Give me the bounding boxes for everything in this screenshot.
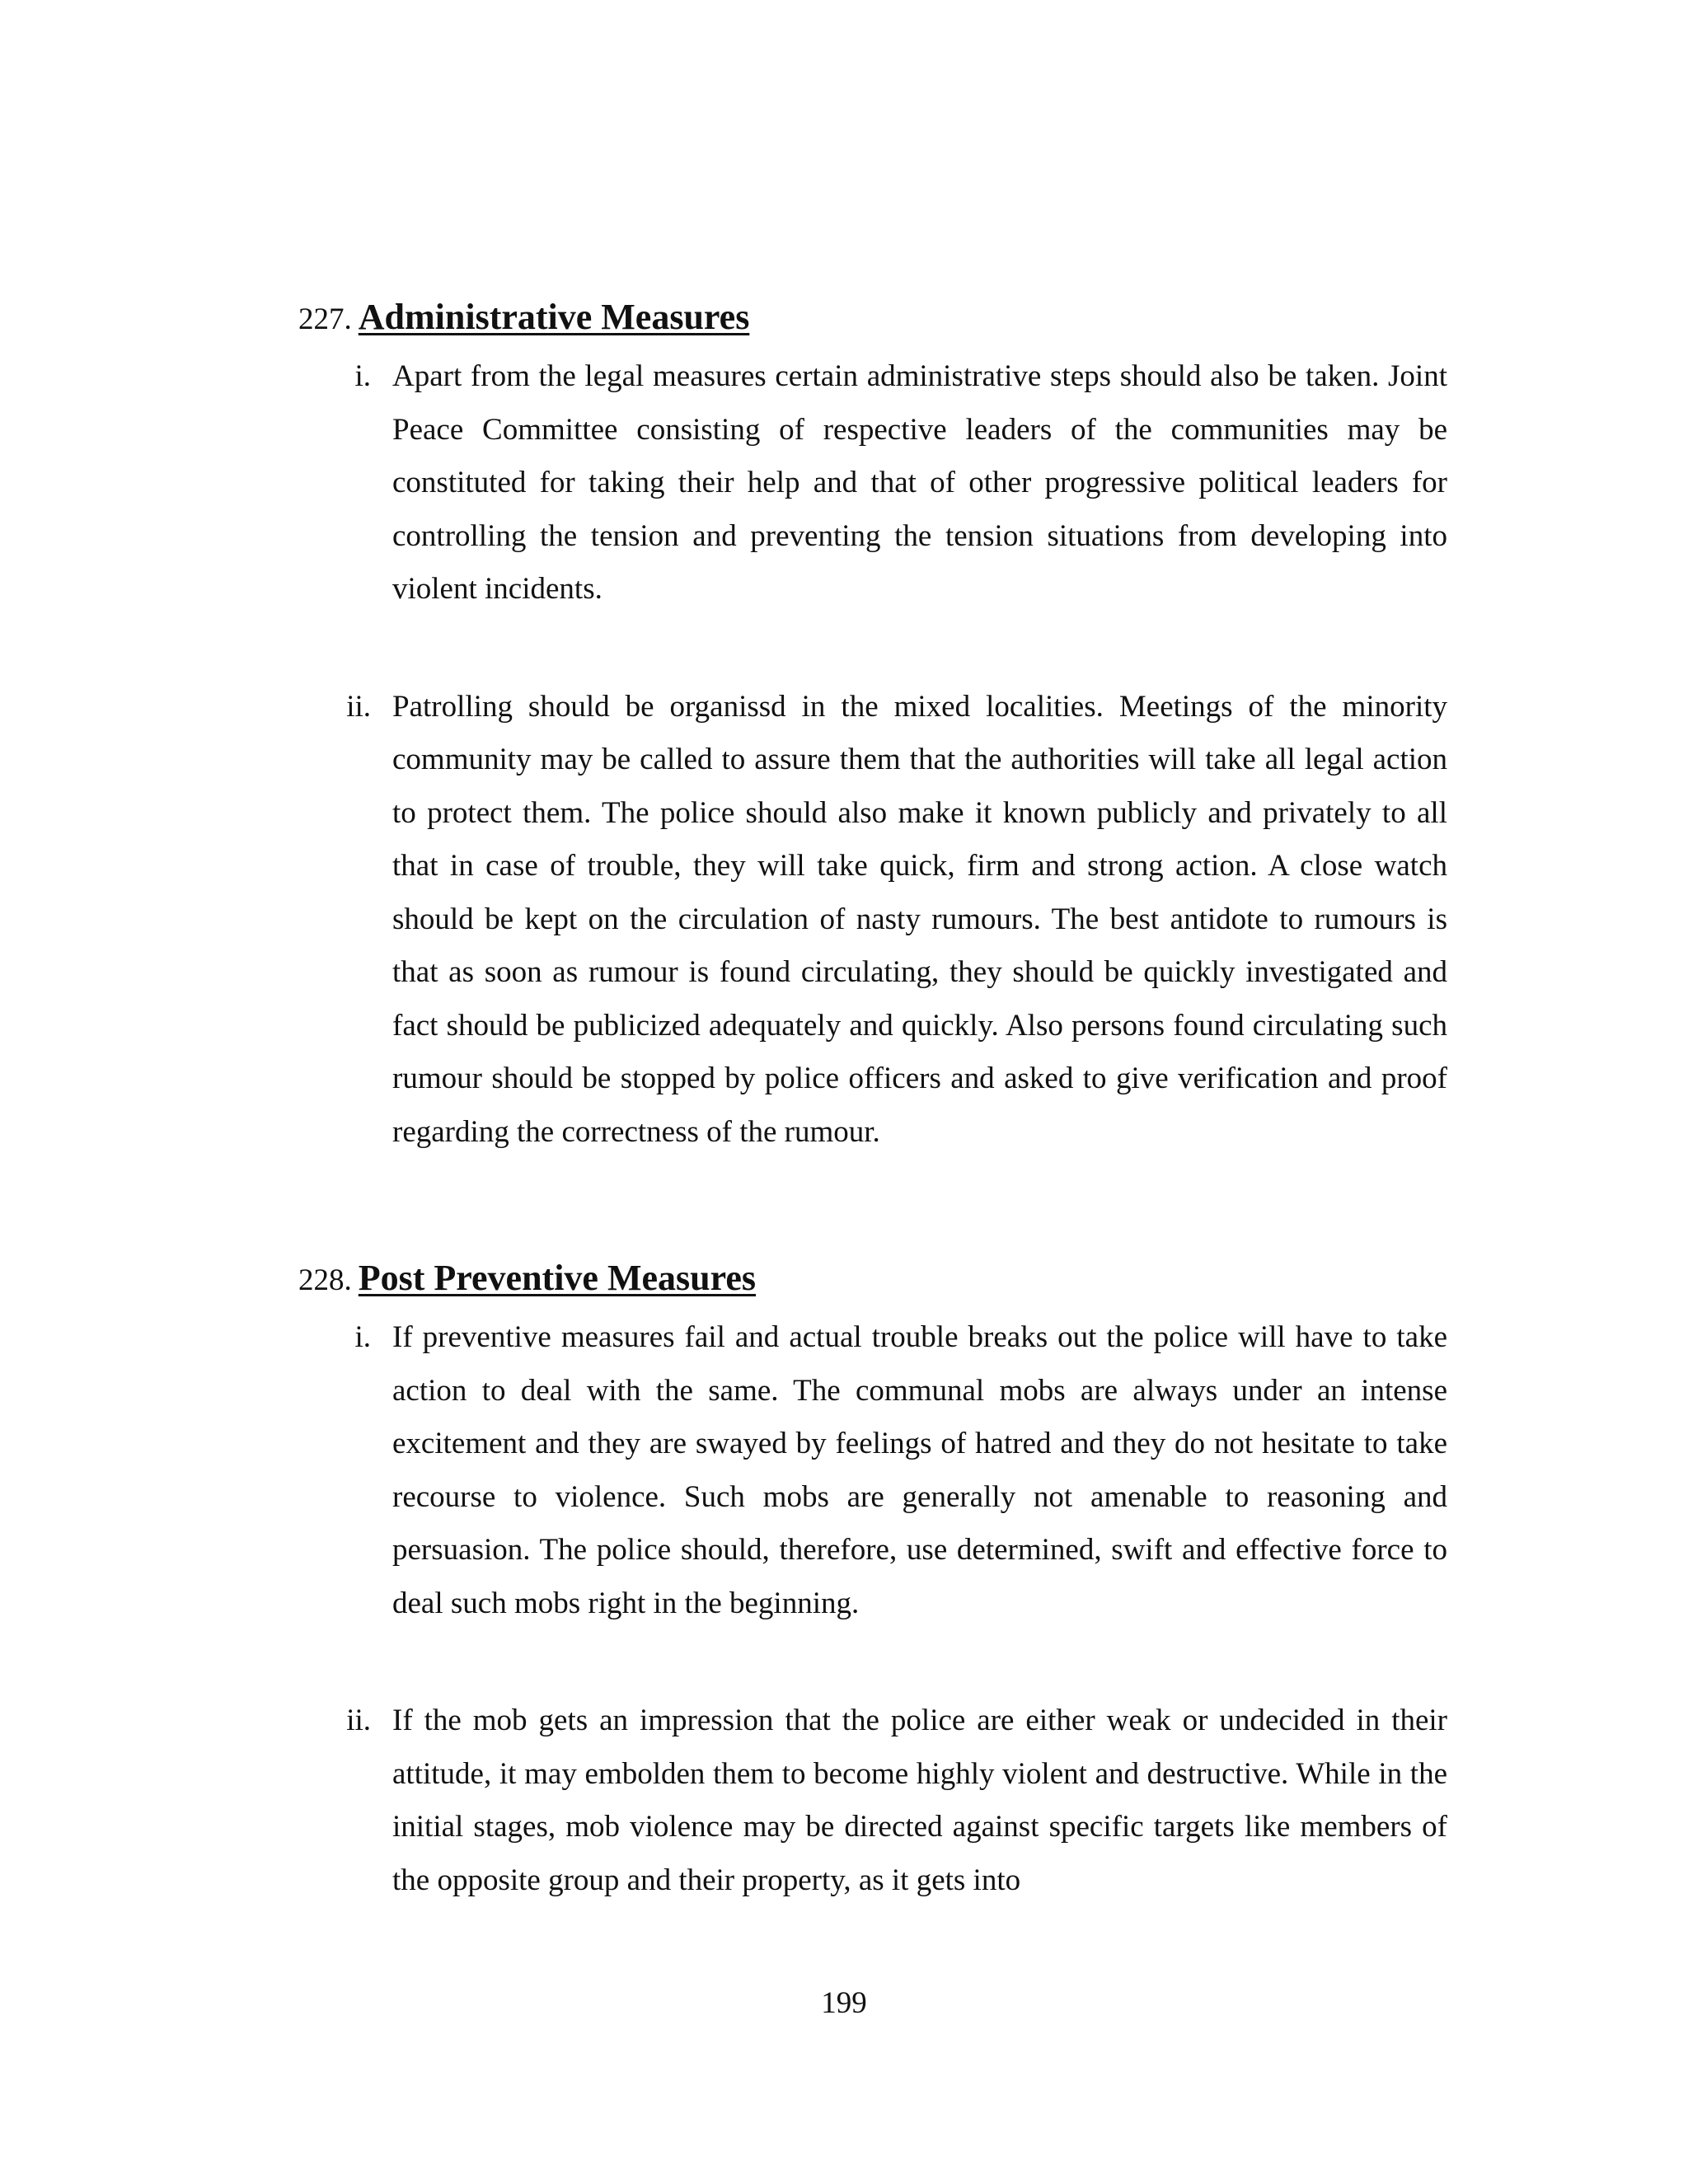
list-item [298,681,1452,1160]
section-heading [298,1259,1452,1300]
list-item [298,350,1452,616]
list-item-marker: ii. [346,689,371,724]
list-item-text: Patrolling should be organissd in the mixed localities. Meetings of the minority community may be called to assure them that the authorities will take all legal action to protect them. The police should also make it known publicly and privately to all that in case of trouble, they will take quick, firm and strong action. A close watch should be kept on the circulation of nasty rumours. The best antidote to rumours is that as soon as rumour is found circulating, they should be quickly investigated and fact should be publicized adequately and quickly. Also persons found circulating such rumour should be stopped by police officers and asked to give verification and proof regarding the correctness of the rumour. [392,689,1447,1149]
section-227 [298,298,1452,1159]
section-228 [298,1259,1452,1907]
list-item [298,1694,1452,1907]
list-item-text: If the mob gets an impression that the police are either weak or undecided in their attitude, it may embolden them to become highly violent and destructive. While in the initial stages, mob violence may be directed against specific targets like members of the opposite group and their property, as it gets into [392,1704,1447,1897]
list-item-marker: ii. [346,1704,371,1737]
list-item-marker: i. [354,359,371,393]
page-number: 199 [821,1986,867,2020]
list-item-text: If preventive measures fail and actual trouble breaks out the police will have to take action to deal with the same. The communal mobs are always under an intense excitement and they are swayed by feelings of hatred and they do not hesitate to take recourse to violence. Such mobs are generally not amenable to reasoning and persuasion. The police should, therefore, use determined, swift and effective force to deal such mobs right in the beginning. [392,1320,1447,1620]
list-item-marker: i. [354,1320,371,1354]
section-number: 227. [298,302,352,336]
section-title: Administrative Measures [358,297,750,337]
list-item-text: Apart from the legal measures certain administrative steps should also be taken. Joint Peace Committee consisting of respective leaders of the communities may be constituted for taking their help and that of other progressive political leaders for controlling the tension and preventing the tension situations from developing into violent incidents. [392,359,1447,606]
section-heading [298,298,1452,339]
section-title: Post Preventive Measures [358,1258,756,1298]
list-item [298,1311,1452,1630]
section-number: 228. [298,1263,352,1297]
